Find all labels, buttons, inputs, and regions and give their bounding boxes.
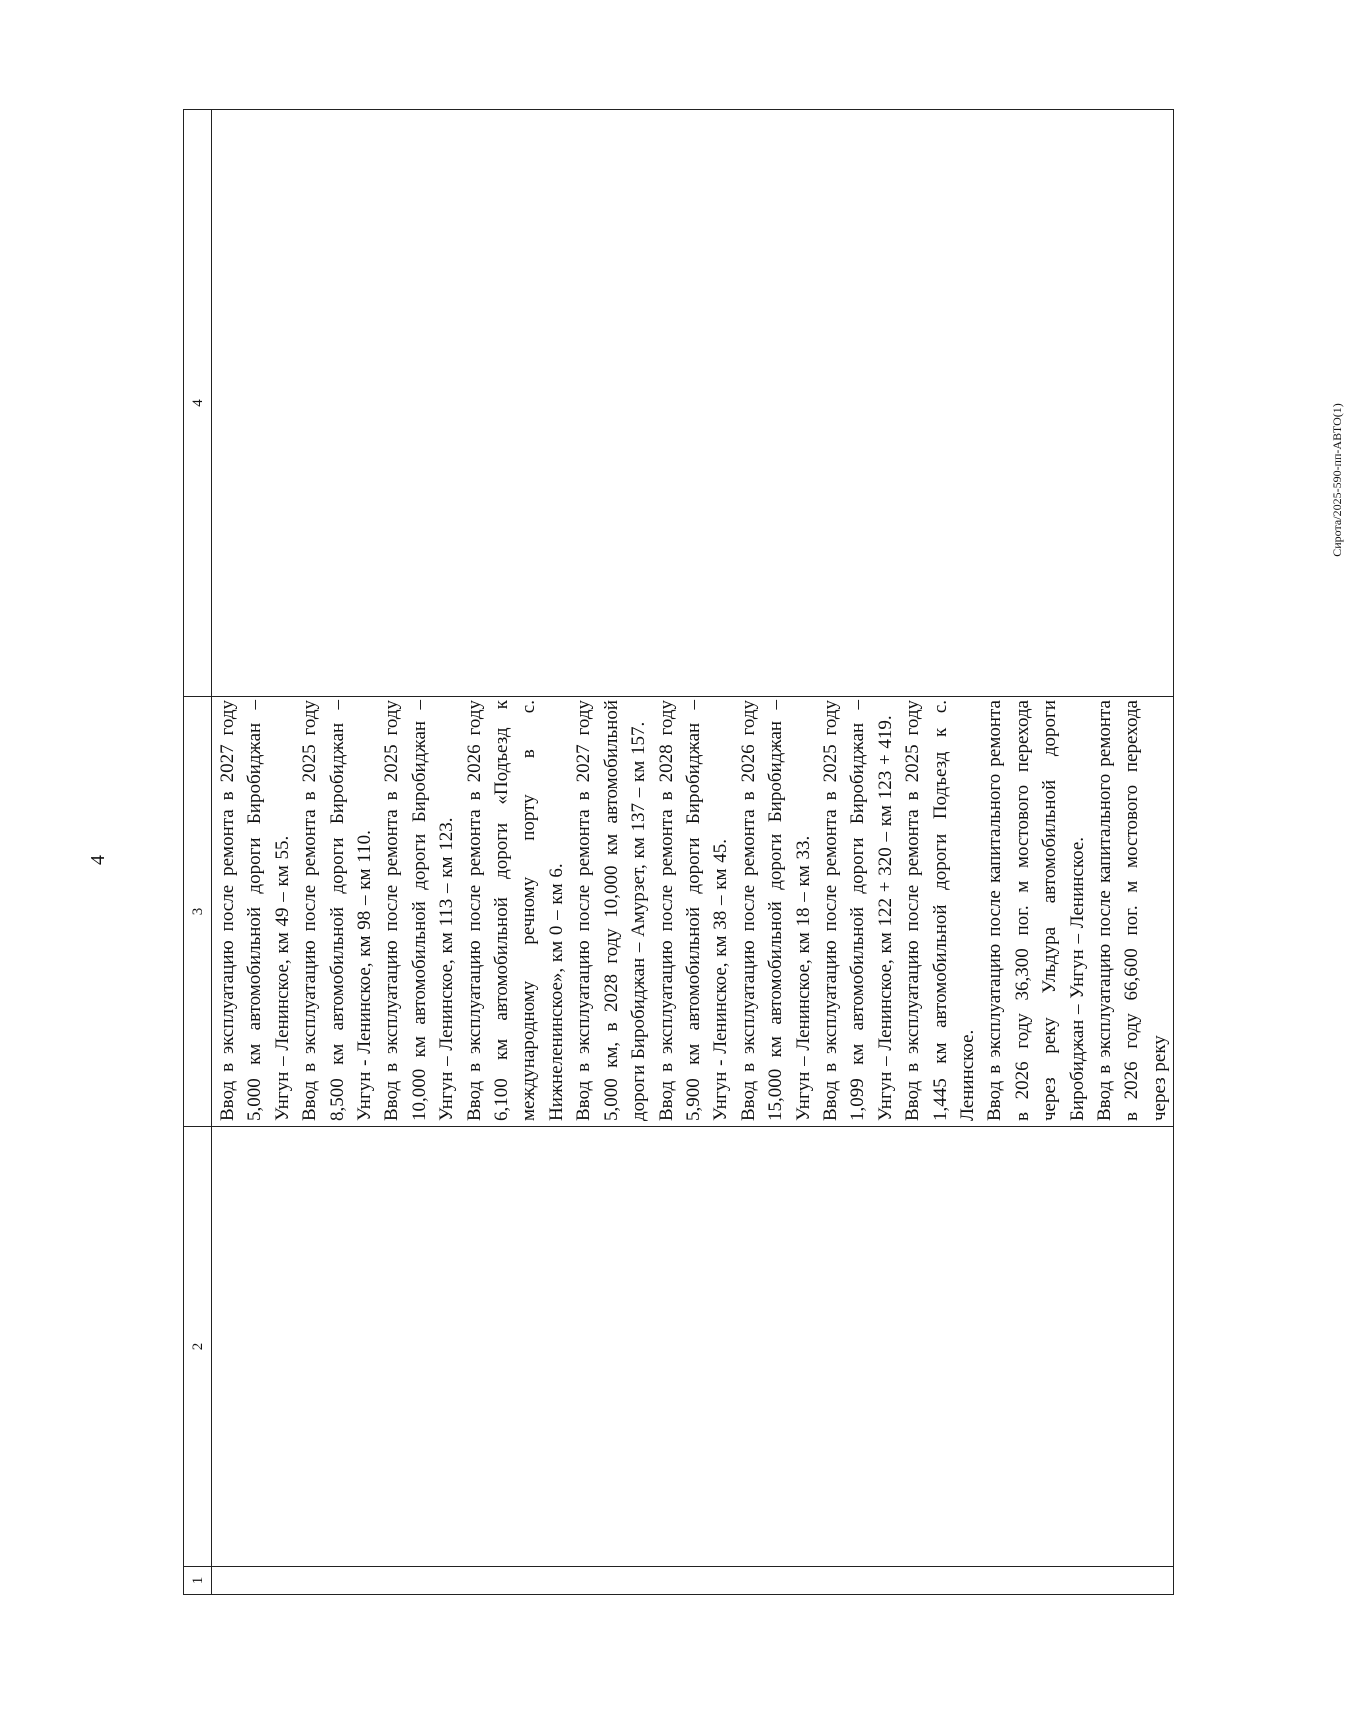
list-item: Ввод в эксплуатацию после ремонта в 2027 году 5,000 км автомобильной дороги Биробиджан – Унгун – Ленинское, км 49 – км 55. <box>217 700 293 1121</box>
rotated-table-wrapper <box>183 110 1170 1595</box>
column-header-1: 1 <box>184 1567 212 1595</box>
document-table <box>183 109 1174 1595</box>
list-item: Ввод в эксплуатацию после ремонта в 2026 году 15,000 км автомобильной дороги Биробиджан – Унгун – Ленинское, км 18 – км 33. <box>737 700 814 1121</box>
table-row <box>212 110 1174 1595</box>
cell-col-1 <box>212 1567 1174 1595</box>
list-item: Ввод в эксплуатацию после ремонта в 2025 году 8,500 км автомобильной дороги Биробиджан – Унгун - Ленинское, км 98 – км 110. <box>299 700 376 1121</box>
cell-col-4 <box>212 110 1174 697</box>
list-item: Ввод в эксплуатацию после капитального ремонта в 2026 году 36,300 пог. м мостового перехода через реку Ульдура автомобильной дороги Биробиджан – Унгун – Ленинское. <box>984 700 1088 1121</box>
list-item: Ввод в эксплуатацию после ремонта в 2028 году 5,900 км автомобильной дороги Биробиджан – Унгун - Ленинское, км 38 – км 45. <box>655 700 732 1121</box>
list-item: Ввод в эксплуатацию после ремонта в 2025 году 10,000 км автомобильной дороги Биробиджан – Унгун – Ленинское, км 113 – км 123. <box>381 700 458 1121</box>
road-works-list <box>212 697 1173 1126</box>
table-header-row <box>184 110 212 1595</box>
page-number: 4 <box>87 855 109 865</box>
list-item: Ввод в эксплуатацию после капитального ремонта в 2026 году 66,600 пог. м мостового перехода через реку <box>1094 700 1170 1121</box>
list-item: Ввод в эксплуатацию после ремонта в 2025 году 1,099 км автомобильной дороги Биробиджан – Унгун – Ленинское, км 122 + 320 – км 123 + 419. <box>819 700 896 1121</box>
cell-col-3 <box>212 697 1174 1127</box>
list-item: Ввод в эксплуатацию после ремонта в 2026 году 6,100 км автомобильной дороги «Подъезд к международному речному порту в с. Нижнеленинское», км 0 – км 6. <box>463 700 567 1121</box>
list-item: Ввод в эксплуатацию после ремонта в 2025 году 1,445 км автомобильной дороги Подъезд к с. Ленинское. <box>902 700 978 1121</box>
column-header-3: 3 <box>184 697 212 1127</box>
column-header-4: 4 <box>184 110 212 697</box>
column-header-2: 2 <box>184 1127 212 1567</box>
document-code: Сирота/2025-590-пп-АВТО(1) <box>1330 403 1344 557</box>
cell-col-2 <box>212 1127 1174 1567</box>
list-item: Ввод в эксплуатацию после ремонта в 2027 году 5,000 км, в 2028 году 10,000 км автомобильной дороги Биробиджан – Амурзет, км 137 – км 157. <box>573 700 650 1121</box>
